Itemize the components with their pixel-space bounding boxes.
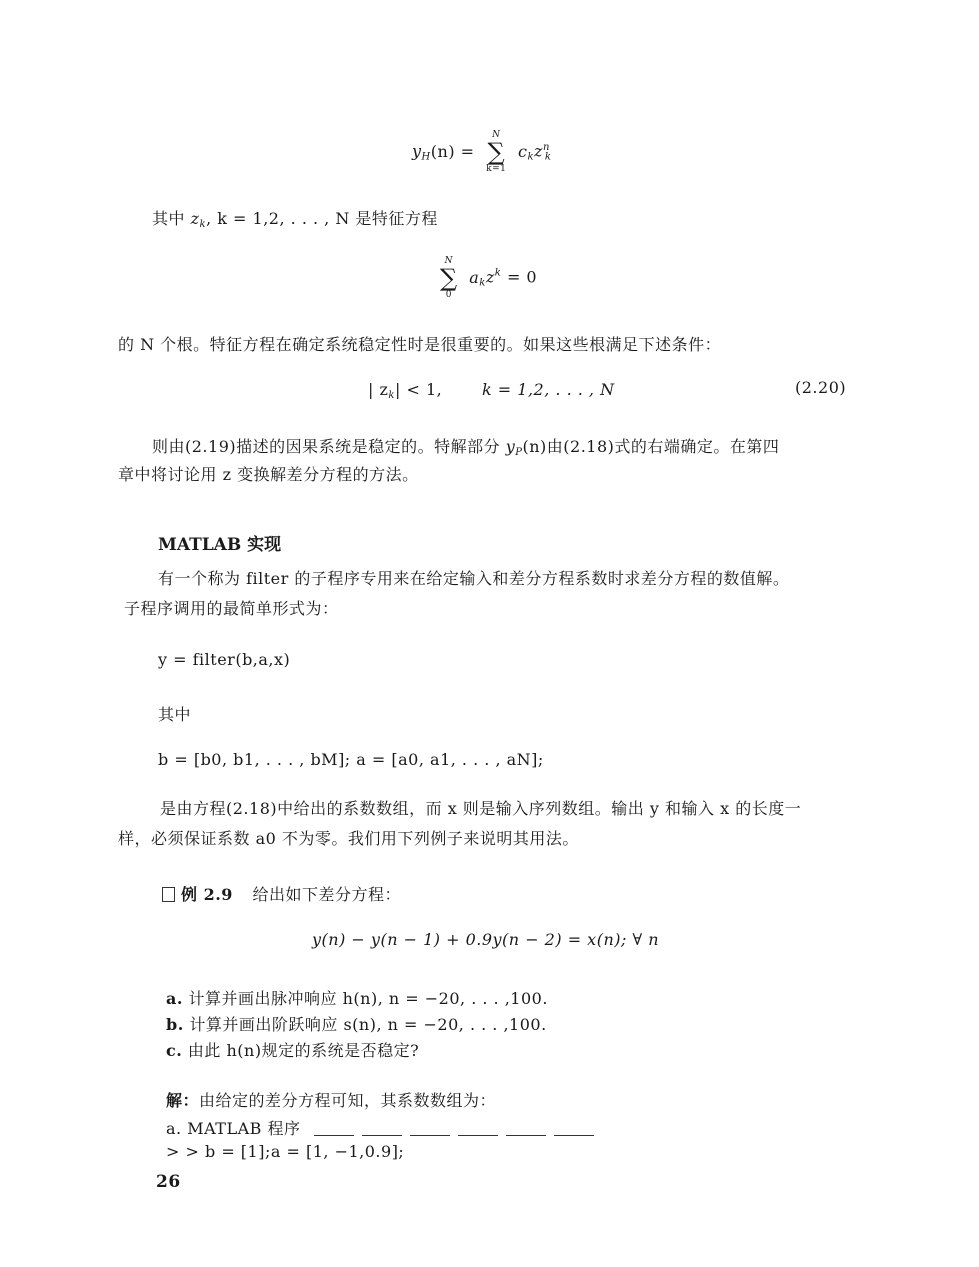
equation-2-20-range: k = 1,2, . . . , N xyxy=(482,380,615,399)
rule-line xyxy=(554,1123,594,1136)
where-label: 其中 xyxy=(158,705,192,724)
paragraph-3-line-1: 则由(2.19)描述的因果系统是稳定的。特解部分 $y_P(n)$由(2.18)式的右端确定。在第四 xyxy=(152,437,780,458)
paragraph-4-line-1: 有一个称为 filter 的子程序专用来在给定输入和差分方程系数时求差分方程的数值解。 xyxy=(158,569,790,588)
summation-sign: N ∑ 0 xyxy=(440,256,458,300)
code-coefficients: b = [b0, b1, . . . , bM]; a = [a0, a1, . . . , aN]; xyxy=(158,750,544,769)
paragraph-1: 其中 $z_k$, k = 1,2, . . . , N 是特征方程 xyxy=(152,209,438,230)
list-item: b. 计算并画出阶跃响应 s(n), n = −20, . . . ,100. xyxy=(166,1015,547,1034)
equation-yh: $y_H(n)$ = N ∑ k=1 $c_kz^n_k$ xyxy=(412,130,552,174)
rule-line xyxy=(362,1123,402,1136)
equation-2-20: | $z_k| < 1$, xyxy=(368,380,443,401)
solution-line: 解：由给定的差分方程可知，其系数数组为： xyxy=(166,1091,497,1110)
rule-line xyxy=(410,1123,450,1136)
rule-line xyxy=(314,1123,354,1136)
list-item: c. 由此 h(n)规定的系统是否稳定? xyxy=(166,1041,420,1060)
page-number: 26 xyxy=(156,1172,181,1192)
paragraph-2: 的 N 个根。特征方程在确定系统稳定性时是很重要的。如果这些根满足下述条件： xyxy=(118,335,722,354)
equation-characteristic: N ∑ 0 $a_kz^k = 0$ xyxy=(440,256,538,300)
example-header: 例 2.9 给出如下差分方程： xyxy=(162,882,401,905)
example-box-icon xyxy=(162,887,175,902)
code-filter-call: y = filter(b,a,x) xyxy=(158,650,291,669)
list-item: a. 计算并画出脉冲响应 h(n), n = −20, . . . ,100. xyxy=(166,989,548,1008)
summation-sign: N ∑ k=1 xyxy=(486,130,507,174)
paragraph-5-line-2: 样，必须保证系数 a0 不为零。我们用下列例子来说明其用法。 xyxy=(118,829,579,848)
code-matlab: > > b = [1];a = [1, −1,0.9]; xyxy=(166,1142,405,1161)
equation-number: (2.20) xyxy=(795,378,847,397)
paragraph-5-line-1: 是由方程(2.18)中给出的系数数组，而 x 则是输入序列数组。输出 y 和输入 x 的长度一 xyxy=(160,799,802,818)
example-equation: y(n) − y(n − 1) + 0.9y(n − 2) = x(n); ∀ n xyxy=(312,930,660,949)
matlab-program-line: a. MATLAB 程序 xyxy=(166,1116,594,1139)
rule-line xyxy=(458,1123,498,1136)
paragraph-4-line-2: 子程序调用的最简单形式为： xyxy=(124,599,339,618)
section-heading: MATLAB 实现 xyxy=(158,535,282,555)
rule-line xyxy=(506,1123,546,1136)
paragraph-3-line-2: 章中将讨论用 z 变换解差分方程的方法。 xyxy=(118,465,419,484)
